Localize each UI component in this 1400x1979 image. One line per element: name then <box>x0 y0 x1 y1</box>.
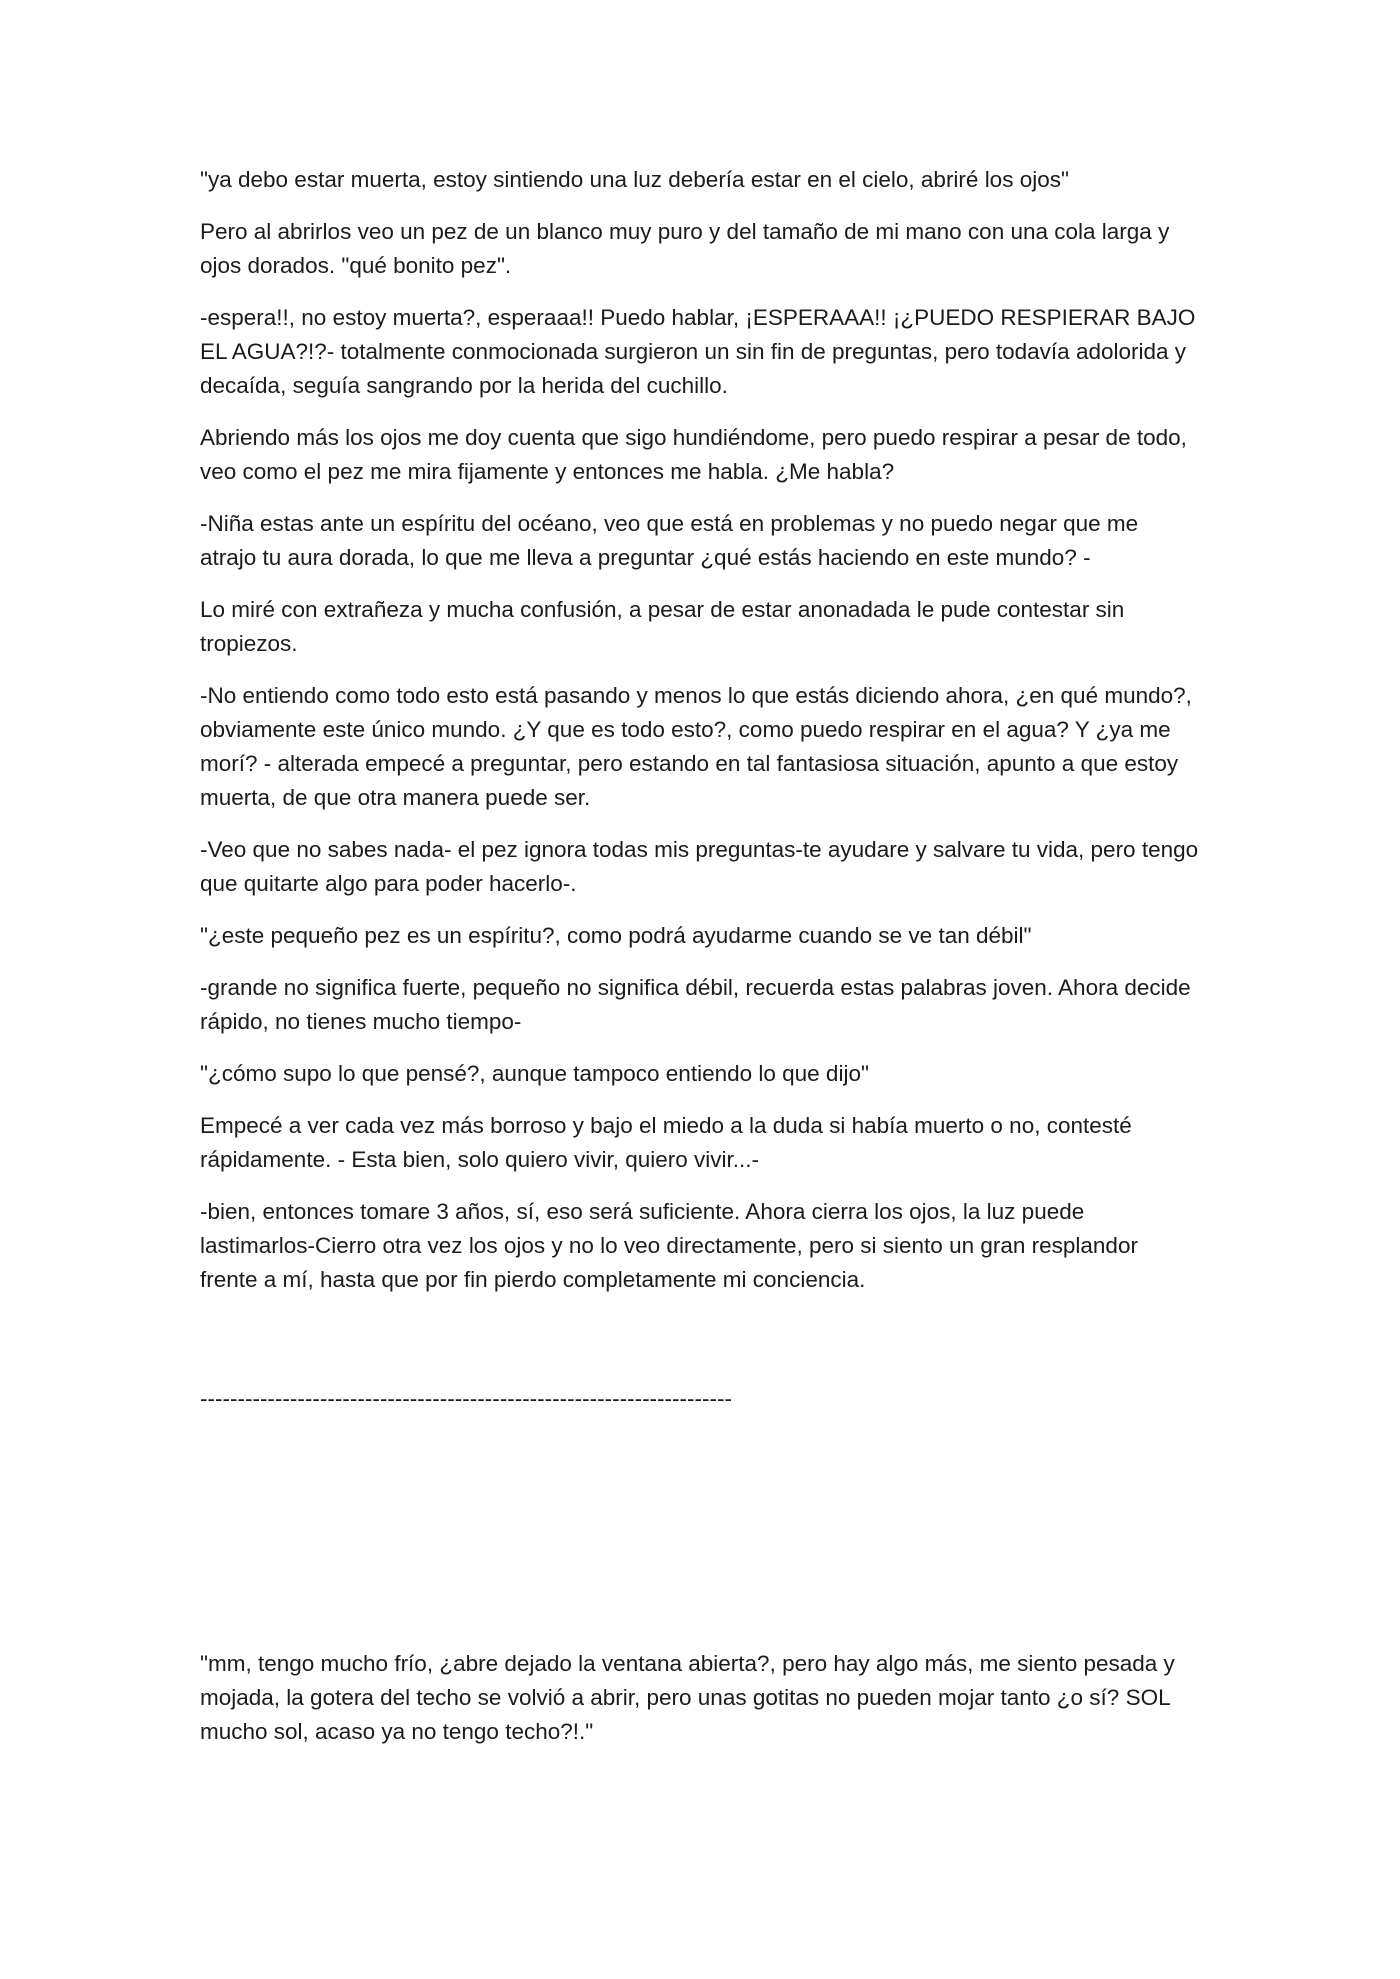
paragraph: "ya debo estar muerta, estoy sintiendo una luz debería estar en el cielo, abriré los ojos" <box>200 167 1069 192</box>
paragraph: -Veo que no sabes nada- el pez ignora todas mis preguntas-te ayudare y salvare tu vida, pero tengo que quitarte algo para poder hacerlo-. <box>200 837 1199 896</box>
paragraph: -bien, entonces tomare 3 años, sí, eso será suficiente. Ahora cierra los ojos, la luz puede lastimarlos-Cierro otra vez los ojos y no lo veo directamente, pero si siento un gran resplandor frente a mí, hasta que por fin pierdo completamente mi conciencia. <box>200 1199 1138 1292</box>
paragraph: Abriendo más los ojos me doy cuenta que sigo hundiéndome, pero puedo respirar a pesar de todo, veo como el pez me mira fijamente y entonces me habla. ¿Me habla? <box>200 425 1187 484</box>
paragraph: -No entiendo como todo esto está pasando y menos lo que estás diciendo ahora, ¿en qué mundo?, obviamente este único mundo. ¿Y que es todo esto?, como puedo respirar en el agua? Y ¿ya me morí? - alterada empecé a preguntar, pero estando en tal fantasiosa situación, apunto a que estoy muerta, de que otra manera puede ser. <box>200 683 1192 810</box>
paragraph: "mm, tengo mucho frío, ¿abre dejado la ventana abierta?, pero hay algo más, me siento pesada y mojada, la gotera del techo se volvió a abrir, pero unas gotitas no pueden mojar tanto ¿o sí? SOL mucho sol, acaso ya no tengo techo?!." <box>200 1651 1175 1744</box>
story-text-bottom <box>200 1647 1200 1767</box>
story-text-top <box>200 163 1200 1315</box>
paragraph: Pero al abrirlos veo un pez de un blanco muy puro y del tamaño de mi mano con una cola larga y ojos dorados. "qué bonito pez". <box>200 219 1170 278</box>
paragraph: -espera!!, no estoy muerta?, esperaaa!! Puedo hablar, ¡ESPERAAA!! ¡¿PUEDO RESPIERAR BAJO EL AGUA?!?- totalmente conmocionada surgieron un sin fin de preguntas, pero todavía adolorida y decaída, seguía sangrando por la herida del cuchillo. <box>200 305 1196 398</box>
paragraph: "¿cómo supo lo que pensé?, aunque tampoco entiendo lo que dijo" <box>200 1061 869 1086</box>
section-separator: ----------------------------------------------------------------------- <box>200 1386 732 1411</box>
paragraph: "¿este pequeño pez es un espíritu?, como podrá ayudarme cuando se ve tan débil" <box>200 923 1032 948</box>
paragraph: -grande no significa fuerte, pequeño no significa débil, recuerda estas palabras joven. Ahora decide rápido, no tienes mucho tiempo- <box>200 975 1191 1034</box>
paragraph: -Niña estas ante un espíritu del océano, veo que está en problemas y no puedo negar que me atrajo tu aura dorada, lo que me lleva a preguntar ¿qué estás haciendo en este mundo? - <box>200 511 1139 570</box>
paragraph: Lo miré con extrañeza y mucha confusión, a pesar de estar anonadada le pude contestar sin tropiezos. <box>200 597 1125 656</box>
paragraph: Empecé a ver cada vez más borroso y bajo el miedo a la duda si había muerto o no, contesté rápidamente. - Esta bien, solo quiero vivir, quiero vivir...- <box>200 1113 1132 1172</box>
